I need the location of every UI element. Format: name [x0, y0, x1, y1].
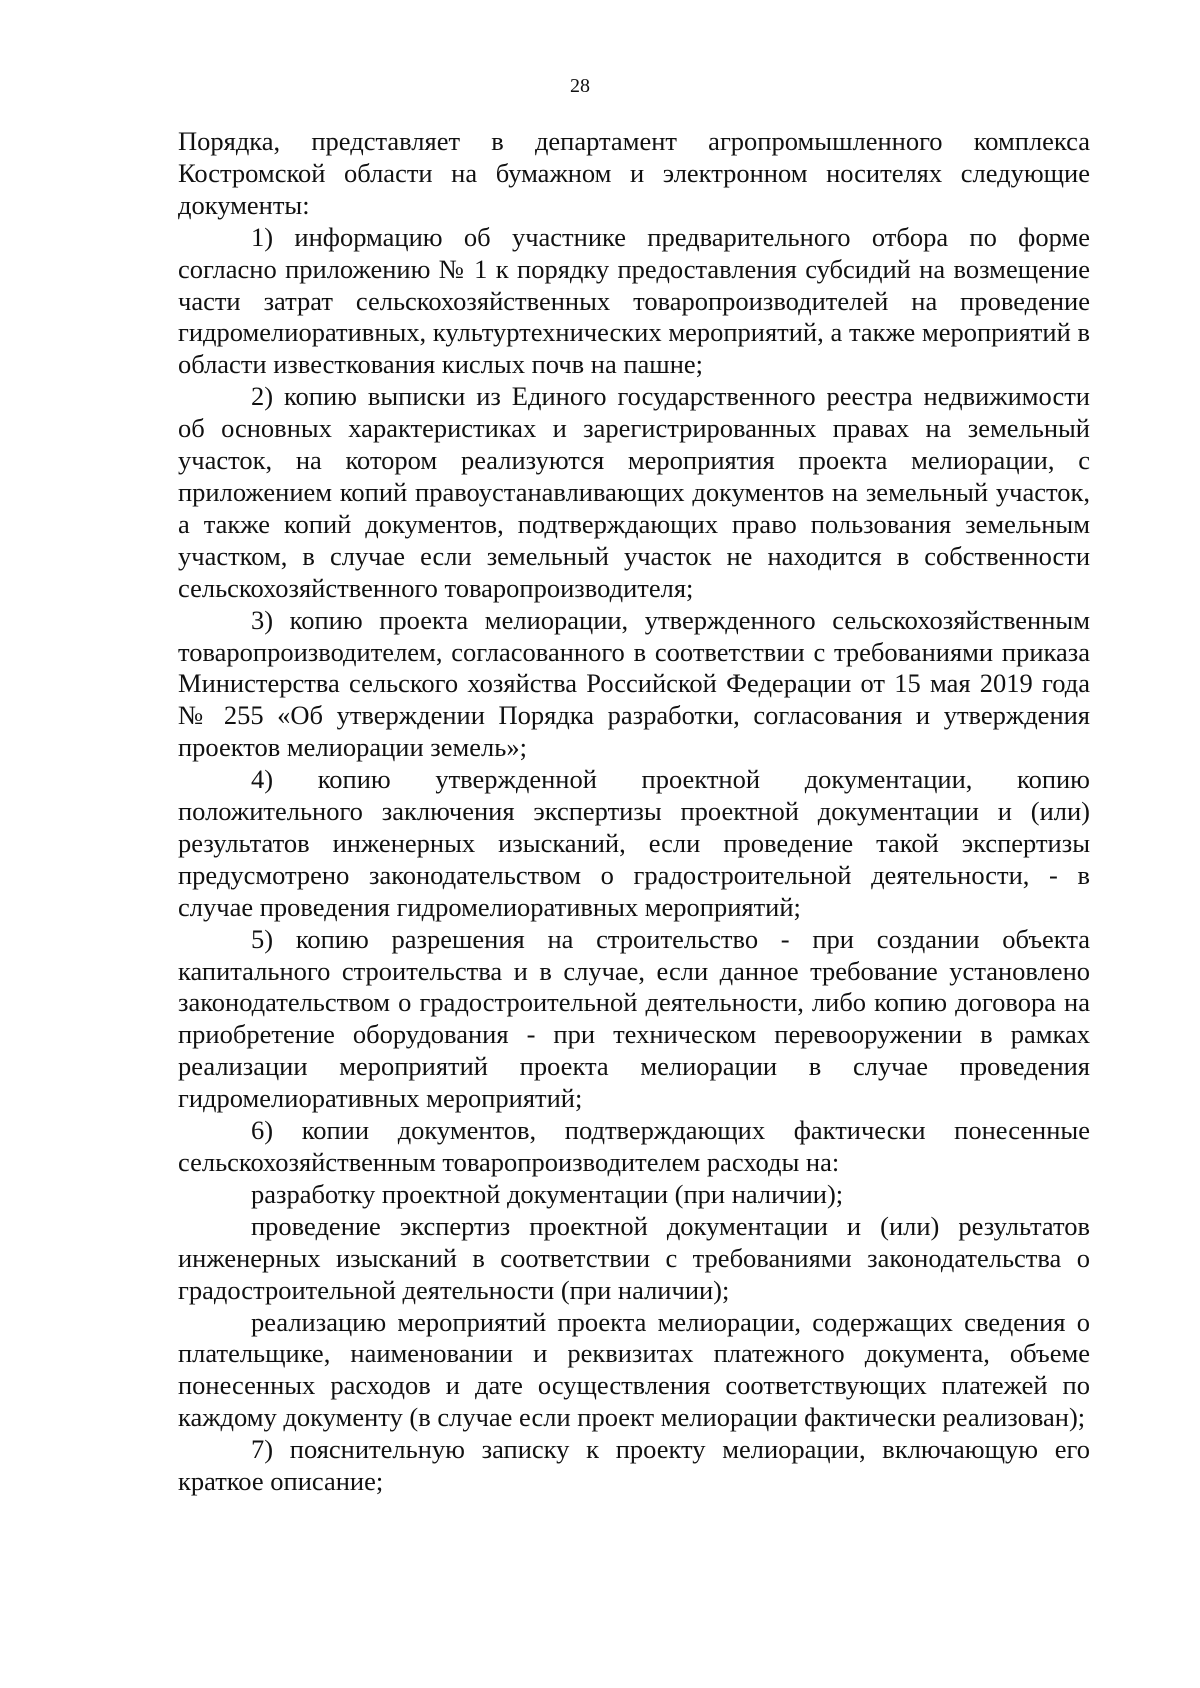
document-body: [178, 126, 1090, 1498]
paragraph-item-2: 2) копию выписки из Единого государственного реестра недвижимости об основных характеристиках и зарегистрированных правах на земельный участок, на котором реализуются мероприятия проекта мелиорации, с приложением копий правоустанавливающих документов на земельный участок, а также копий документов, подтверждающих право пользования земельным участком, в случае если земельный участок не находится в собственности сельскохозяйственного товаропроизводителя;: [178, 381, 1090, 603]
paragraph-item-6: 6) копии документов, подтверждающих фактически понесенные сельскохозяйственным товаропроизводителем расходы на:: [178, 1115, 1090, 1177]
paragraph-item-4: 4) копию утвержденной проектной документации, копию положительного заключения экспертизы проектной документации и (или) результатов инженерных изысканий, если проведение такой экспертизы предусмотрено законодательством о градостроительной деятельности, - в случае проведения гидромелиоративных мероприятий;: [178, 764, 1090, 922]
paragraph-item-6-sub-1: разработку проектной документации (при наличии);: [251, 1178, 844, 1209]
paragraph-item-3: 3) копию проекта мелиорации, утвержденного сельскохозяйственным товаропроизводителем, согласованного в соответствии с требованиями приказа Министерства сельского хозяйства Российской Федерации от 15 мая 2019 года № 255 «Об утверждении Порядка разработки, согласования и утверждения проектов мелиорации земель»;: [178, 604, 1090, 763]
paragraph-item-1: 1) информацию об участнике предварительного отбора по форме согласно приложению № 1 к порядку предоставления субсидий на возмещение части затрат сельскохозяйственных товаропроизводителей на проведение гидромелиоративных, культуртехнических мероприятий, а также мероприятий в области известкования кислых почв на пашне;: [178, 221, 1090, 380]
paragraph-item-6-sub-3: реализацию мероприятий проекта мелиорации, содержащих сведения о плательщике, наименовании и реквизитах платежного документа, объеме понесенных расходов и дате осуществления соответствующих платежей по каждому документу (в случае если проект мелиорации фактически реализован);: [178, 1306, 1090, 1433]
paragraph-item-6-sub-2: проведение экспертиз проектной документации и (или) результатов инженерных изысканий в соответствии с требованиями законодательства о градостроительной деятельности (при наличии);: [178, 1210, 1090, 1305]
paragraph-intro: Порядка, представляет в департамент агропромышленного комплекса Костромской области на бумажном и электронном носителях следующие документы:: [178, 126, 1090, 220]
page-number: 28: [570, 75, 590, 97]
paragraph-item-5: 5) копию разрешения на строительство - при создании объекта капитального строительства и в случае, если данное требование установлено законодательством о градостроительной деятельности, либо копию договора на приобретение оборудования - при техническом перевооружении в рамках реализации мероприятий проекта мелиорации в случае проведения гидромелиоративных мероприятий;: [178, 923, 1090, 1114]
paragraph-item-7: 7) пояснительную записку к проекту мелиорации, включающую его краткое описание;: [178, 1434, 1090, 1497]
